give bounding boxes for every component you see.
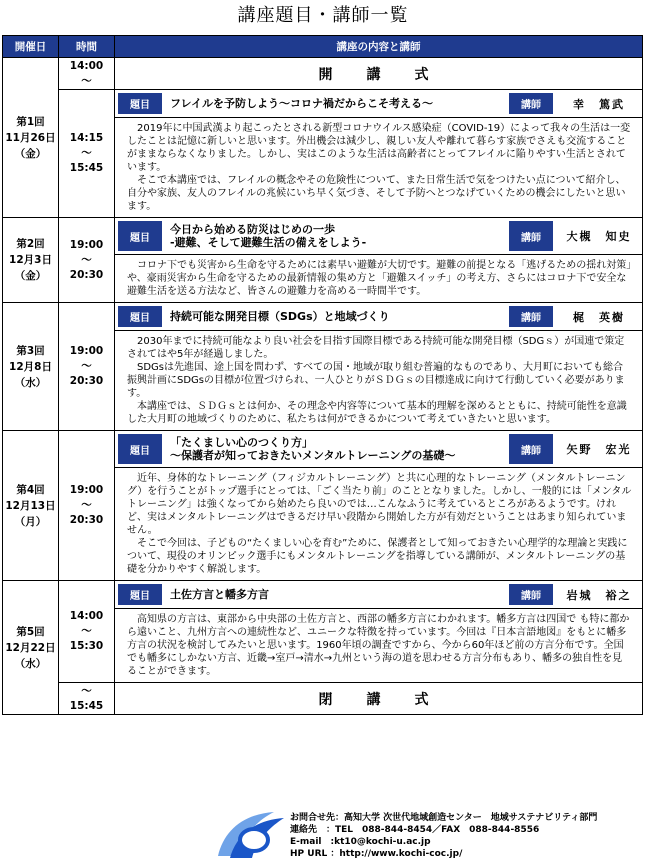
topic-tag: 題目 xyxy=(118,221,162,251)
session-topic: 「たくましい心のつくり方」 ～保護者が知っておきたいメンタルトレーニングの基礎～ xyxy=(170,436,456,462)
opening-ceremony: 開 講 式 xyxy=(115,58,643,90)
session-time: 19:00 ～ 20:30 xyxy=(59,218,115,303)
topic-tag: 題目 xyxy=(118,306,162,327)
session-description xyxy=(115,255,643,303)
session-description xyxy=(115,609,643,683)
closing-time: ～ 15:45 xyxy=(59,683,115,715)
schedule-table xyxy=(2,35,643,715)
session-topic-row xyxy=(3,431,643,468)
university-logo-icon xyxy=(214,810,286,860)
page-title: 講座題目・講師一覧 xyxy=(237,5,409,26)
session-lecturer: 幸 篤武 xyxy=(573,97,625,111)
session-day: 第2回 12月3日 （金） xyxy=(3,218,59,303)
header-date: 開催日 xyxy=(3,36,59,58)
tel-fax-line: 連絡先 ：TEL 088-844-8454／FAX 088-844-8556 xyxy=(290,825,540,835)
session-time: 14:15 ～ 15:45 xyxy=(59,90,115,218)
lecturer-tag: 講師 xyxy=(509,434,553,464)
session-time: 14:00 ～ 15:30 xyxy=(59,581,115,683)
desc-paragraph: そこで本講座では、フレイルの概念やその危険性について、また日常生活で気をつけたい点について紹介し、自分や家族、友人のフレイルの兆候にいち早く気づき、そして予防へとつなげていくための機会にしたいと思います。 xyxy=(127,175,626,212)
session-time: 19:00 ～ 20:30 xyxy=(59,303,115,431)
session-day: 第4回 12月13日 （月） xyxy=(3,431,59,581)
table-header-row xyxy=(3,36,643,58)
contact-line: お問合せ先：高知大学 次世代地域創造センター 地域サステナビリティ部門 xyxy=(290,813,598,823)
desc-paragraph: 2030年までに持続可能なより良い社会を目指す国際目標である持続可能な開発目標（SDGｓ）が国連で策定されてはや5年が経過しました。 xyxy=(127,336,625,360)
opening-row xyxy=(3,58,643,90)
contact-info xyxy=(290,812,597,860)
lecturer-tag: 講師 xyxy=(509,306,553,327)
session-day: 第5回 12月22日 （水） xyxy=(3,581,59,715)
session-lecturer: 矢野 宏光 xyxy=(566,443,632,456)
desc-paragraph: 近年、身体的なトレーニング（フィジカルトレーニング）と共に心理的なトレーニング（メンタルトレーニング）を行うことがトップ選手にとっては、「ごく当たり前」のこととなりました。しかし、一般的には「メンタルトレーニング」は強くなってから始めたら良いのでは…こんなふうに考えているところがあるようです。けれど、実はメンタルトレーニングはできるだけ早い段階から開始した方が有効だということはあまり知られていません。 xyxy=(127,473,632,536)
session-lecturer: 梶 英樹 xyxy=(573,310,625,324)
session-description xyxy=(115,331,643,431)
session-day: 第3回 12月8日 （水） xyxy=(3,303,59,431)
session-lecturer: 大槻 知史 xyxy=(566,230,632,243)
session-topic: 今日から始める防災はじめの一歩 -避難、そして避難生活の備えをしよう- xyxy=(170,223,367,249)
session-topic-row xyxy=(3,218,643,255)
session-topic: 持続可能な開発目標（SDGs）と地域づくり xyxy=(170,310,390,323)
desc-paragraph: 2019年に中国武漢より起こったとされる新型コロナウイルス感染症（COVID-19）によって我々の生活は一変したことは記憶に新しいと思います。外出機会は減少し、親しい友人や離れて暮らす家族でさえも交流することがままならなくなりました。しかし、実はこのような生活は高齢者にとってフレイルに陥りやすい生活とされています。 xyxy=(127,123,631,173)
session-time: 19:00 ～ 20:30 xyxy=(59,431,115,581)
email-link[interactable]: E-mail :kt10@kochi-u.ac.jp xyxy=(290,837,431,847)
desc-paragraph: コロナ下でも災害から生命を守るためには素早い避難が大切です。避難の前提となる「逃げるための揺れ対策」や、豪雨災害から生命を守るための最新情報の集め方と「避難スイッチ」の考え方、さらにはコロナ下で安全な避難生活を送る方法など、皆さんの避難力を高める一時間半です。 xyxy=(127,260,632,297)
header-time: 時間 xyxy=(59,36,115,58)
desc-paragraph: 本講座では、ＳＤＧｓとは何か、その理念や内容等について基本的理解を深めるとともに、持続可能性を意識した大月町の地域づくりのために、私たちは何ができるかについて考えていきたいと思います。 xyxy=(127,401,627,425)
desc-paragraph: そこで今回は、子どもの“たくましい心を育む”ために、保護者として知っておきたい心理学的な理論と実践について、現役のオリンピック選手にもメンタルトレーニングを指導している講師が、メンタルトレーニングの基礎を分かりやすく解説します。 xyxy=(127,538,628,575)
session-topic: 土佐方言と幡多方言 xyxy=(170,588,269,601)
topic-tag: 題目 xyxy=(118,93,162,114)
session-topic-row xyxy=(3,303,643,331)
session-topic: フレイルを予防しよう～コロナ禍だからこそ考える～ xyxy=(170,97,434,110)
closing-ceremony: 閉 講 式 xyxy=(115,683,643,715)
opening-time: 14:00 ～ xyxy=(59,58,115,90)
homepage-link[interactable]: HP URL ：http://www.kochi-coc.jp/ xyxy=(290,849,463,859)
topic-tag: 題目 xyxy=(118,434,162,464)
header-content: 講座の内容と講師 xyxy=(115,36,643,58)
session-lecturer: 岩城 裕之 xyxy=(566,588,632,602)
lecturer-tag: 講師 xyxy=(509,221,553,251)
session-topic-row xyxy=(3,90,643,118)
session-topic-row xyxy=(3,581,643,609)
session-day: 第1回 11月26日 （金） xyxy=(3,58,59,218)
closing-row xyxy=(3,683,643,715)
lecturer-tag: 講師 xyxy=(509,93,553,114)
session-description xyxy=(115,468,643,581)
session-description xyxy=(115,118,643,218)
desc-paragraph: 高知県の方言は、東部から中央部の土佐方言と、西部の幡多方言にわかれます。幡多方言は四国で も特に都から遠いこと、九州方言への連続性など、ユニークな特徴を持っています。今回は『日本言語地図』をもとに幡多方言の状況を検討してみたいと思います。1960年頃の調査ですから、今から60年ほど前の方言分布です。全国でも幡多にしかない方言、近畿→室戸→清水→九州という海の道を思わせる方言分布もあり、幡多の独自性を見ることができます。 xyxy=(127,614,630,677)
desc-paragraph: SDGsは先進国、途上国を問わず、すべての国・地域が取り組む普遍的なものであり、大月町においても総合振興計画にSDGsの目標が位置づけられ、一人ひとりがＳＤＧｓの目標達成に向けて行動していく必要があります。 xyxy=(127,362,625,399)
lecturer-tag: 講師 xyxy=(509,584,553,605)
footer xyxy=(0,800,646,862)
topic-tag: 題目 xyxy=(118,584,162,605)
